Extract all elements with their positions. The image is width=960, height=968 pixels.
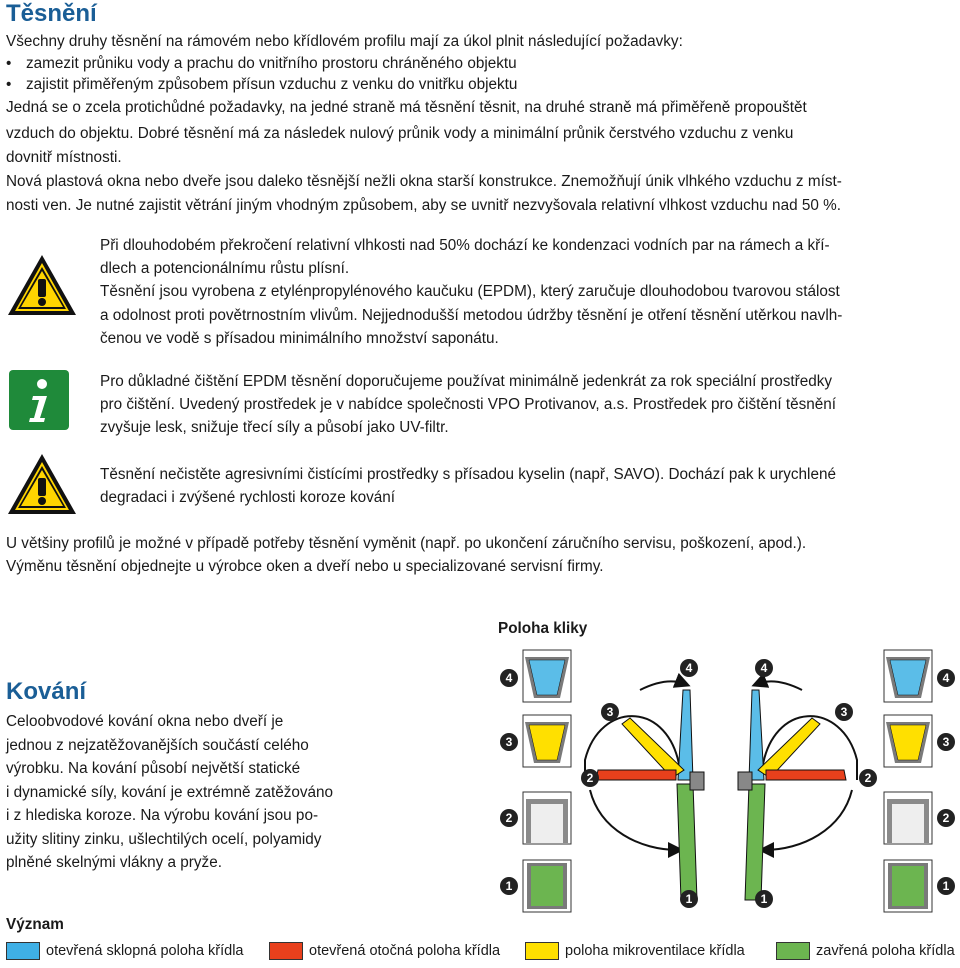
warning-note-line: čenou ve vodě s přísadou minimálního množství saponátu. [100, 330, 499, 347]
svg-text:1: 1 [760, 892, 768, 906]
svg-text:1: 1 [942, 879, 950, 893]
box-micro-left [523, 715, 571, 767]
number-badge-2 [859, 769, 877, 787]
svg-text:4: 4 [760, 661, 768, 675]
seals-bullet: • zajistit přiměřeným způsobem přísun vzduchu z venku do vnitřku objektu [6, 76, 518, 93]
number-badge-2 [937, 809, 955, 827]
number-badge-1 [680, 890, 698, 908]
number-badge-3 [835, 703, 853, 721]
number-badge-4 [755, 659, 773, 677]
handle-position-title: Poloha kliky [498, 620, 588, 637]
number-badge-1 [937, 877, 955, 895]
hardware-text: Celoobvodové kování okna nebo dveří je jednou z nejzatěžovanějších součástí celého výrobku. Na kování působí největší statické i dynamické síly, kování je extrémně zatěžováno i z hlediska koroze. Na výrobu kování jsou po- užity slitiny zinku, ušlechtilých ocelí, polyamidy plněné skelnými vlákny a pryže. [6, 713, 334, 871]
svg-text:2: 2 [864, 771, 872, 785]
svg-text:3: 3 [505, 735, 513, 749]
box-turn-right [884, 792, 932, 844]
seals-paragraph-line: dovnitř místnosti. [6, 149, 122, 166]
legend-swatch [525, 942, 559, 960]
seals-paragraph-line: nosti ven. Je nutné zajistit větrání jiným vhodným způsobem, aby se uvnitř nezvyšovala relativní vlhkost vzduchu nad 50 %. [6, 197, 841, 214]
svg-text:4: 4 [942, 671, 950, 685]
warning-note-line: dlech a potencionálnímu růstu plísní. [100, 260, 350, 277]
legend-swatch [269, 942, 303, 960]
bullet-dot-icon: • [6, 55, 12, 72]
info-note-line: pro čištění. Uvedený prostředek je v nabídce společnosti VPO Protivanov, a.s. Prostředek pro čištění těsnění [100, 396, 837, 413]
info-note-line: zvyšuje lesk, snižuje třecí síly a působí jako UV-filtr. [100, 419, 449, 436]
bullet-dot-icon: • [6, 76, 12, 93]
legend-item: zavřená poloha křídla [776, 942, 955, 960]
number-badge-4 [937, 669, 955, 687]
legend-item: otevřená sklopná poloha křídla [6, 942, 244, 960]
svg-text:1: 1 [505, 879, 513, 893]
info-note-line: Pro důkladné čištění EPDM těsnění doporučujeme používat minimálně jedenkrát za rok speciální prostředky [100, 373, 833, 390]
warning-note-line: Těsnění jsou vyrobena z etylénpropylénového kaučuku (EPDM), který zaručuje dlouhodobou tvarovou stálost [100, 283, 840, 300]
legend-swatch [6, 942, 40, 960]
seals-paragraph-line: vzduch do objektu. Dobré těsnění má za následek nulový průnik vody a minimální průnik čerstvého vzduchu z venku [6, 125, 794, 142]
number-badge-4 [680, 659, 698, 677]
seals-bullet: • zamezit průniku vody a prachu do vnitřního prostoru chráněného objektu [6, 55, 517, 72]
hardware-heading: Kování [6, 678, 87, 705]
svg-text:2: 2 [505, 811, 513, 825]
seals-paragraph-line: Výměnu těsnění objednejte u výrobce oken a dveří nebo u specializované servisní firmy. [6, 558, 604, 575]
warning-note-line: Těsnění nečistěte agresivními čistícími prostředky s přísadou kyselin (např, SAVO). Dochází pak k urychlené [100, 466, 836, 483]
number-badge-2 [500, 809, 518, 827]
number-badge-2 [581, 769, 599, 787]
warning-note-line: degradaci i zvýšené rychlosti koroze kování [100, 489, 396, 506]
seals-paragraph-line: Nová plastová okna nebo dveře jsou daleko těsnější nežli okna starší konstrukce. Znemožňují únik vlhkého vzduchu z míst- [6, 173, 842, 190]
info-icon [9, 370, 69, 430]
number-badge-3 [937, 733, 955, 751]
box-tilt-left [523, 650, 571, 702]
svg-text:4: 4 [505, 671, 513, 685]
number-badge-4 [500, 669, 518, 687]
legend-swatch [776, 942, 810, 960]
warning-icon [6, 452, 78, 516]
warning-note-line: a odolnost proti povětrnostním vlivům. Nejjednodušší metodou údržby těsnění je otření těsnění utěrkou navlh- [100, 307, 843, 324]
seals-paragraph-line: U většiny profilů je možné v případě potřeby těsnění vyměnit (např. po ukončení záručního servisu, poškození, apod.). [6, 535, 807, 552]
box-turn-left [523, 792, 571, 844]
warning-icon [6, 253, 78, 317]
svg-text:2: 2 [586, 771, 594, 785]
svg-text:4: 4 [685, 661, 693, 675]
handle-position-diagram [490, 640, 960, 915]
legend-item: otevřená otočná poloha křídla [269, 942, 500, 960]
box-closed-right [884, 860, 932, 912]
number-badge-3 [601, 703, 619, 721]
number-badge-1 [500, 877, 518, 895]
svg-text:3: 3 [942, 735, 950, 749]
svg-text:3: 3 [840, 705, 848, 719]
svg-text:2: 2 [942, 811, 950, 825]
box-closed-left [523, 860, 571, 912]
seals-paragraph-line: Jedná se o zcela protichůdné požadavky, na jedné straně má těsnění těsnit, na druhé straně má přiměřeně propouštět [6, 99, 807, 116]
svg-text:3: 3 [606, 705, 614, 719]
box-tilt-right [884, 650, 932, 702]
seals-heading: Těsnění [6, 0, 97, 27]
legend-item: poloha mikroventilace křídla [525, 942, 745, 960]
seals-intro: Všechny druhy těsnění na rámovém nebo křídlovém profilu mají za úkol plnit následující požadavky: [6, 33, 683, 50]
number-badge-1 [755, 890, 773, 908]
legend-title: Význam [6, 916, 64, 933]
number-badge-3 [500, 733, 518, 751]
box-micro-right [884, 715, 932, 767]
warning-note-line: Při dlouhodobém překročení relativní vlhkosti nad 50% dochází ke kondenzaci vodních par na rámech a kří- [100, 237, 830, 254]
svg-text:1: 1 [685, 892, 693, 906]
